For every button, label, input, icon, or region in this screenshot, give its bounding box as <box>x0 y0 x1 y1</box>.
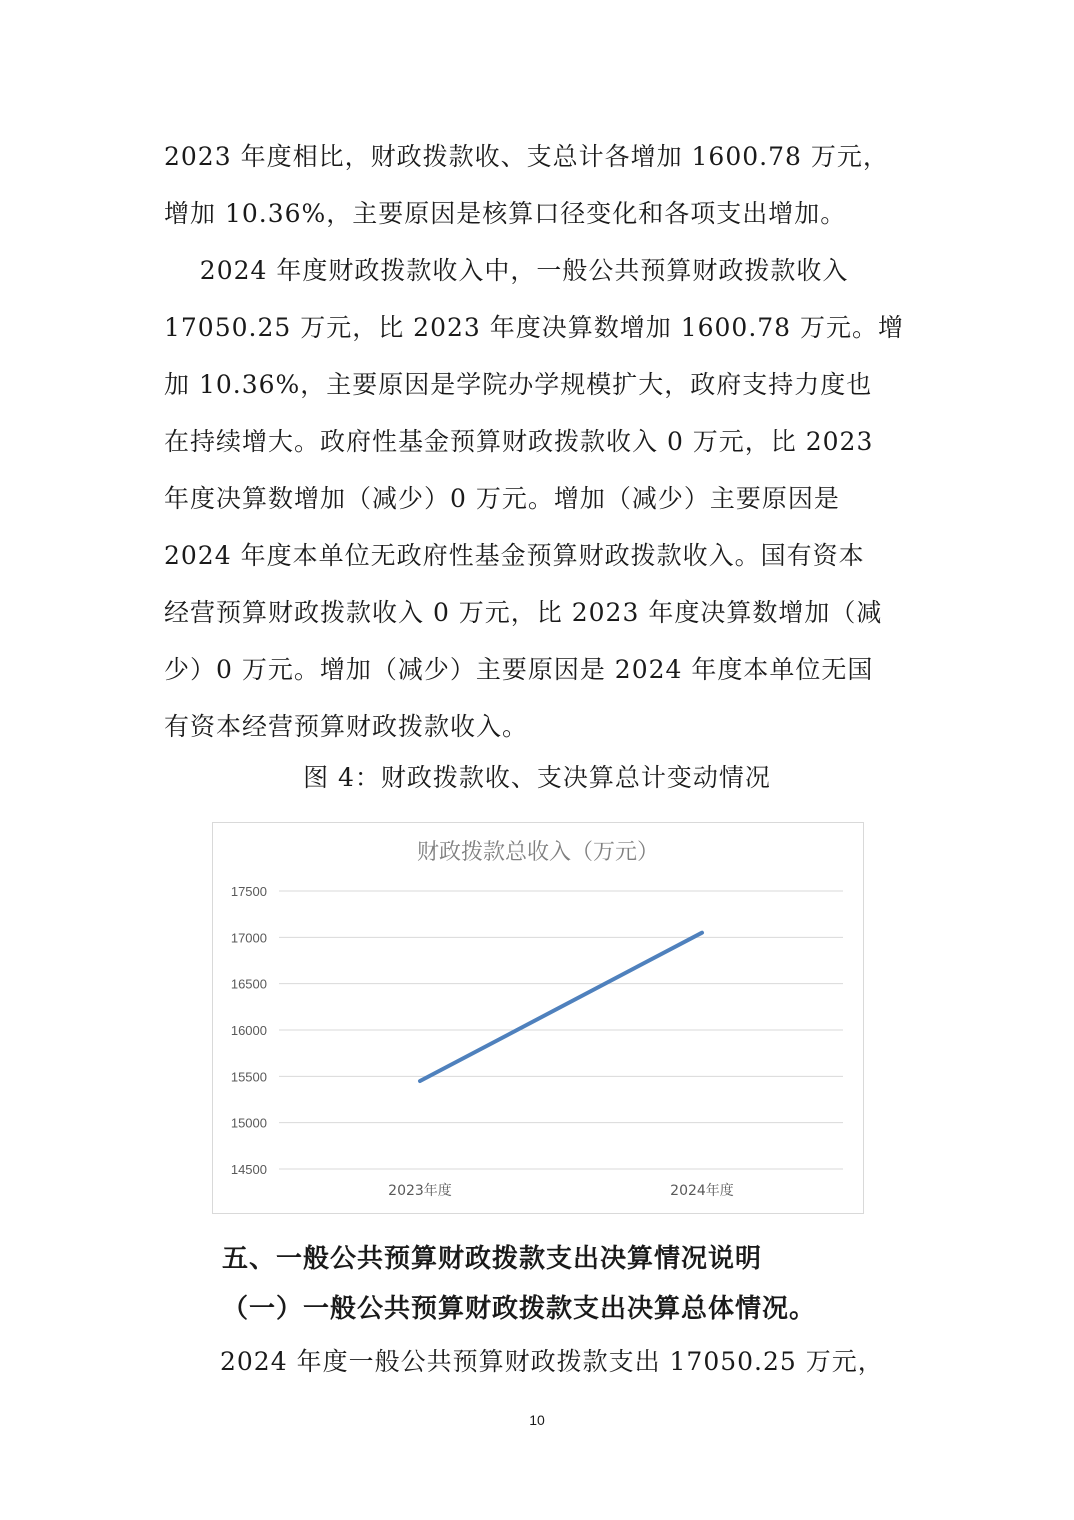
paragraph-line: 经营预算财政拨款收入 0 万元，比 2023 年度决算数增加（减 <box>164 598 883 627</box>
y-tick-label: 16500 <box>230 976 267 992</box>
y-tick-label: 17000 <box>230 930 267 946</box>
paragraph-line: 年度决算数增加（减少）0 万元。增加（减少）主要原因是 <box>164 484 840 513</box>
paragraph-line: 2024 年度财政拨款收入中，一般公共预算财政拨款收入 <box>164 256 849 285</box>
x-tick-label: 2024年度 <box>670 1183 734 1199</box>
y-tick-label: 16000 <box>230 1023 267 1038</box>
chart-canvas <box>213 823 863 1213</box>
series-line <box>420 933 702 1081</box>
line-chart <box>212 822 864 1214</box>
paragraph-line: 少）0 万元。增加（减少）主要原因是 2024 年度本单位无国 <box>164 655 874 684</box>
y-tick-label: 15000 <box>230 1115 267 1131</box>
figure-caption: 图 4：财政拨款收、支决算总计变动情况 <box>303 763 771 792</box>
paragraph-line: 有资本经营预算财政拨款收入。 <box>164 712 529 741</box>
y-tick-label: 15500 <box>230 1069 267 1085</box>
subsection-heading: （一）一般公共预算财政拨款支出决算总体情况。 <box>222 1294 817 1324</box>
chart-title: 财政拨款总收入（万元） <box>416 840 660 865</box>
paragraph-line: 在持续增大。政府性基金预算财政拨款收入 0 万元，比 2023 <box>164 427 874 456</box>
section-heading: 五、一般公共预算财政拨款支出决算情况说明 <box>222 1244 763 1274</box>
page-number: 10 <box>529 1412 545 1428</box>
paragraph-line: 2023 年度相比，财政拨款收、支总计各增加 1600.78 万元， <box>164 142 889 171</box>
y-tick-label: 14500 <box>230 1162 267 1177</box>
y-tick-label: 17500 <box>230 884 267 899</box>
paragraph-line: 增加 10.36%，主要原因是核算口径变化和各项支出增加。 <box>164 199 847 228</box>
paragraph-line: 17050.25 万元，比 2023 年度决算数增加 1600.78 万元。增 <box>164 313 905 342</box>
x-tick-label: 2023年度 <box>388 1183 452 1199</box>
final-text-line: 2024 年度一般公共预算财政拨款支出 17050.25 万元， <box>220 1347 884 1376</box>
paragraph-line: 加 10.36%，主要原因是学院办学规模扩大，政府支持力度也 <box>164 370 873 399</box>
paragraph-line: 2024 年度本单位无政府性基金预算财政拨款收入。国有资本 <box>164 541 865 570</box>
